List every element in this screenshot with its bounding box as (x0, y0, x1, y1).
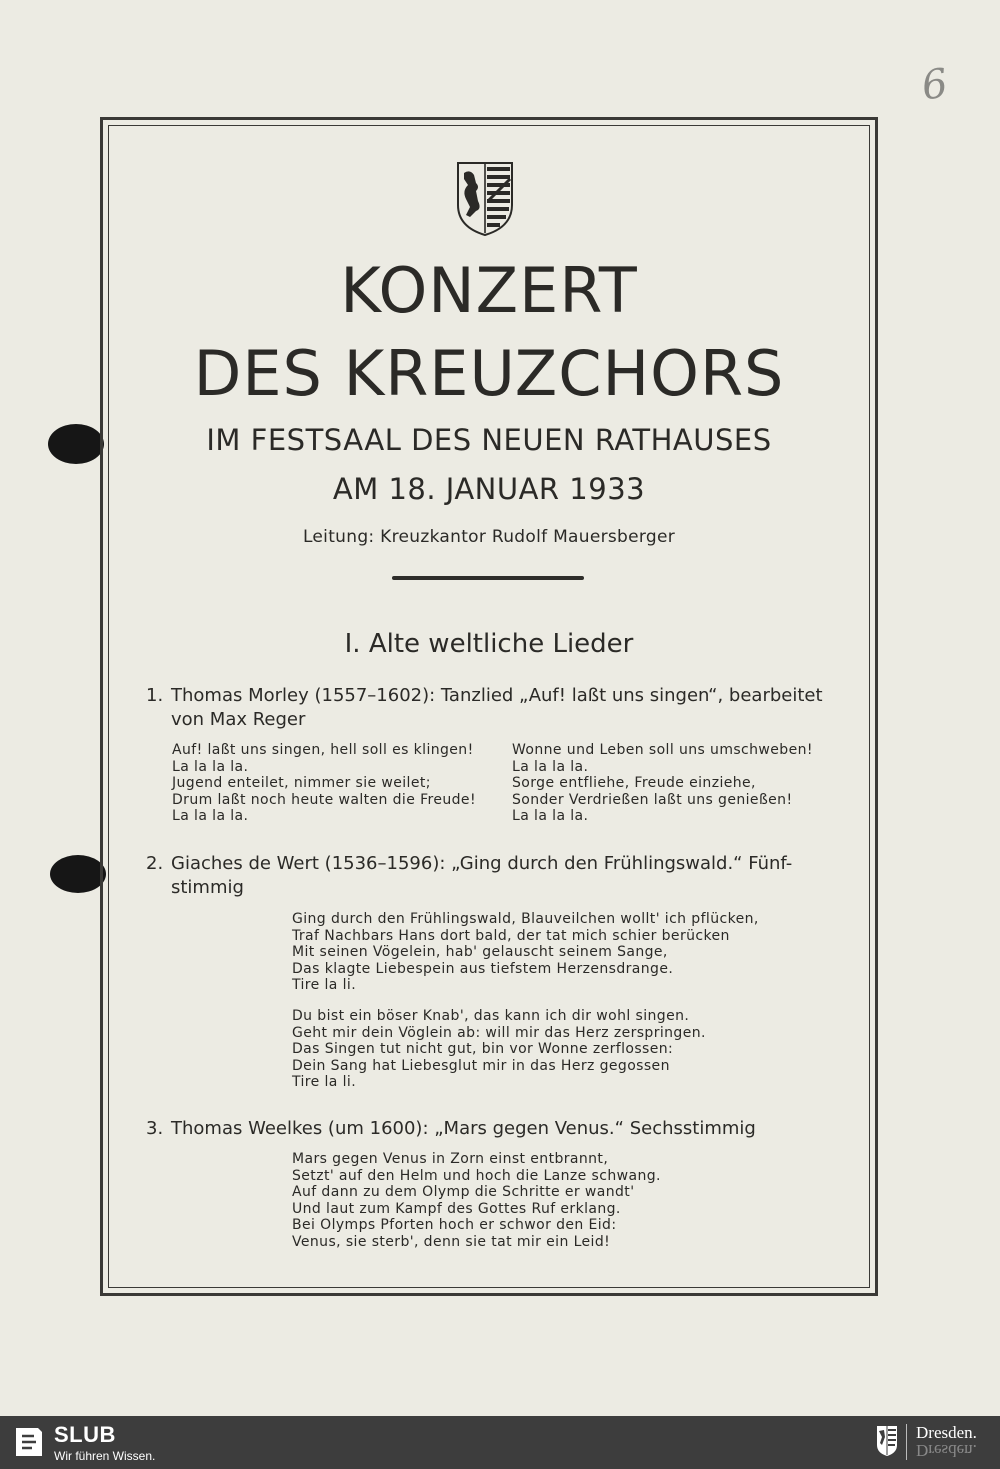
verse-line: La la la la. (172, 758, 249, 775)
verse-line: Traf Nachbars Hans dort bald, der tat mich schier berücken (292, 927, 730, 944)
item-number: 1. (146, 685, 164, 706)
verse-line: Setzt' auf den Helm und hoch die Lanze schwang. (292, 1167, 661, 1184)
verse-line: Ging durch den Frühlingswald, Blauveilchen wollt' ich pflücken, (292, 911, 759, 927)
dresden-crest-icon (876, 1425, 898, 1457)
logo-separator (906, 1424, 907, 1460)
item-number: 3. (146, 1118, 164, 1139)
verse-line: Das Singen tut nicht gut, bin vor Wonne zerflossen: (292, 1041, 674, 1057)
verse-line: Sonder Verdrießen laßt uns genießen! (512, 791, 793, 808)
section-title: I. Alte weltliche Lieder (344, 629, 634, 659)
verse-line: Tire la li. (292, 977, 357, 993)
verse-line: Sorge entfliehe, Freude einziehe, (512, 775, 756, 791)
date-line: AM 18. JANUAR 1933 (332, 472, 646, 506)
verse-right-column (512, 742, 813, 825)
verse-stanza-1 (292, 1151, 661, 1250)
conductor-line: Leitung: Kreuzkantor Rudolf Mauersberger (302, 527, 676, 547)
divider-rule (392, 576, 584, 580)
verse-line: Jugend enteilet, nimmer sie weilet; (172, 775, 431, 791)
page-number: 6 (918, 60, 951, 110)
verse-stanza-2 (292, 1008, 706, 1091)
title-kreuzchor: DES KREUZCHORS (193, 337, 785, 410)
verse-line: Auf! laßt uns singen, hell soll es klingen! (172, 742, 474, 758)
item-heading-line: Thomas Weelkes (um 1600): „Mars gegen Venus.“ Sechsstimmig (171, 1118, 756, 1139)
verse-line: Dein Sang hat Liebesglut mir in das Herz gegossen (292, 1057, 670, 1074)
verse-line: La la la la. (512, 808, 589, 824)
verse-line: Du bist ein böser Knab', das kann ich dir wohl singen. (292, 1008, 690, 1024)
slub-logo-icon[interactable] (14, 1426, 44, 1458)
verse-line: Tire la li. (292, 1074, 357, 1090)
verse-line: Bei Olymps Pforten hoch er schwor den Eid: (292, 1217, 617, 1233)
verse-line: Drum laßt noch heute walten die Freude! (172, 791, 476, 808)
item-heading-line: Giaches de Wert (1536–1596): „Ging durch den Frühlingswald.“ Fünf- (171, 853, 793, 874)
item-heading-line: Thomas Morley (1557–1602): Tanzlied „Auf! laßt uns singen“, bearbeitet (171, 685, 823, 706)
item-heading-line: stimmig (171, 877, 244, 898)
verse-line: La la la la. (172, 808, 249, 824)
punch-hole-top (48, 424, 104, 464)
library-name[interactable]: SLUB (54, 1422, 116, 1447)
verse-line: Venus, sie sterb', denn sie tat mir ein Leid! (292, 1233, 611, 1250)
city-logo-reflection: Dresden. (916, 1441, 977, 1460)
punch-hole-bottom (50, 855, 106, 893)
verse-stanza-1 (292, 911, 759, 994)
dresden-coat-of-arms (456, 161, 514, 237)
verse-left-column (172, 742, 476, 825)
verse-line: Auf dann zu dem Olymp die Schritte er wandt' (292, 1184, 635, 1200)
verse-line: Mit seinen Vögelein, hab' gelauscht seinem Sange, (292, 944, 668, 960)
city-logo-text[interactable]: Dresden. (916, 1423, 977, 1442)
item-heading-line: von Max Reger (171, 709, 306, 730)
verse-line: Das klagte Liebespein aus tiefstem Herzensdrange. (292, 960, 674, 977)
title-konzert: KONZERT (340, 254, 638, 327)
item-number: 2. (146, 853, 164, 874)
verse-line: Wonne und Leben soll uns umschweben! (512, 742, 813, 758)
verse-line: Und laut zum Kampf des Gottes Ruf erklang. (292, 1200, 621, 1217)
viewer-footer (0, 1416, 1000, 1469)
verse-line: La la la la. (512, 758, 589, 775)
venue-line: IM FESTSAAL DES NEUEN RATHAUSES (206, 423, 772, 457)
verse-line: Geht mir dein Vöglein ab: will mir das Herz zerspringen. (292, 1024, 706, 1041)
verse-line: Mars gegen Venus in Zorn einst entbrannt, (292, 1151, 609, 1167)
library-tagline: Wir führen Wissen. (54, 1449, 156, 1463)
